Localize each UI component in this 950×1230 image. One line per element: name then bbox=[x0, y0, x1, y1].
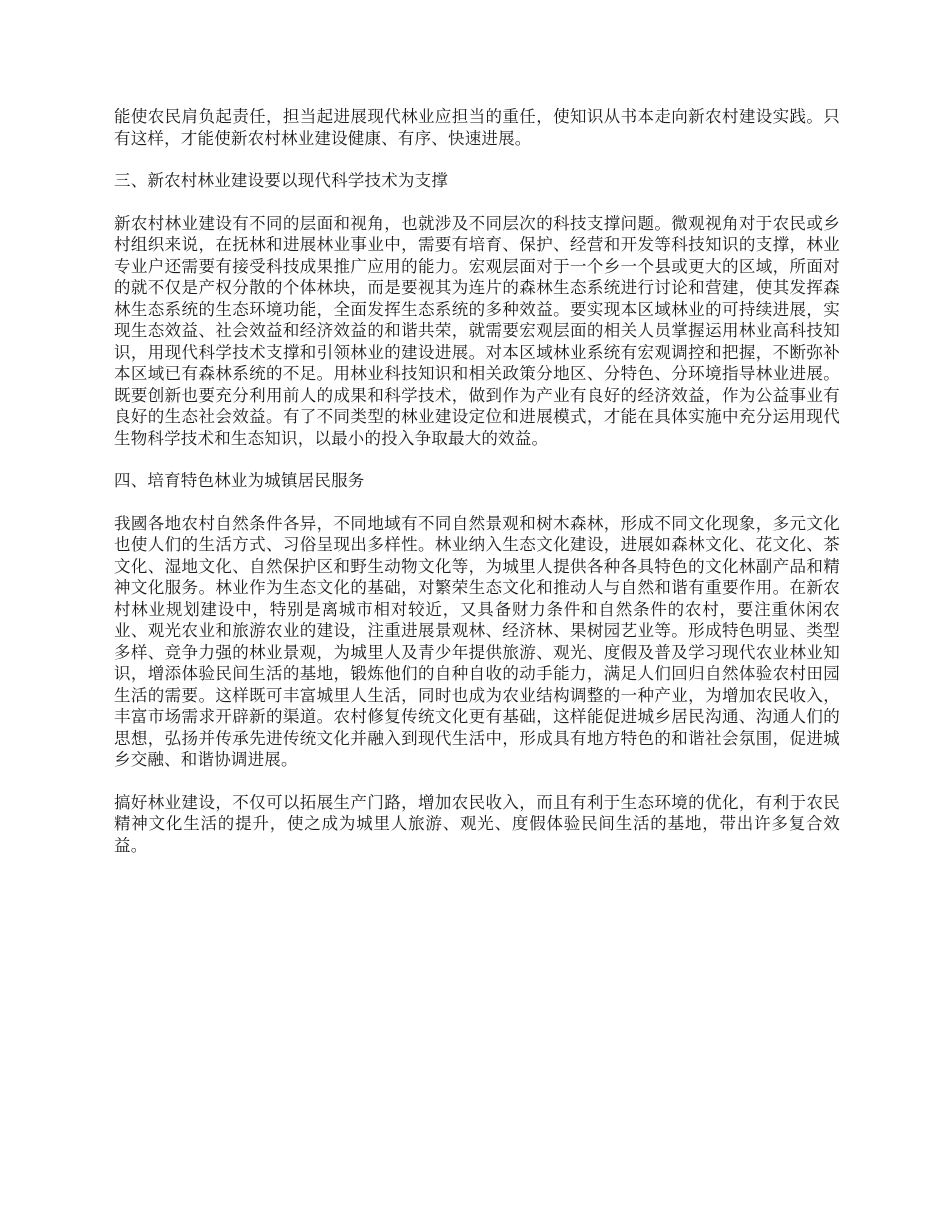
document-page bbox=[114, 106, 840, 877]
paragraph-conclusion: 搞好林业建设，不仅可以拓展生产门路，增加农民收入，而且有利于生态环境的优化，有利于农民精神文化生活的提升，使之成为城里人旅游、观光、度假体验民间生活的基地，带出许多复合效益。 bbox=[114, 792, 840, 855]
section-heading-3: 三、新农村林业建设要以现代科学技术为支撑 bbox=[114, 171, 448, 190]
paragraph-intro-continuation: 能使农民肩负起责任，担当起进展现代林业应担当的重任，使知识从书本走向新农村建设实践。只有这样，才能使新农村林业建设健康、有序、快速进展。 bbox=[114, 107, 840, 148]
section-heading-4: 四、培育特色林业为城镇居民服务 bbox=[114, 471, 365, 490]
paragraph-section-4: 我國各地农村自然条件各异，不同地域有不同自然景观和树木森林，形成不同文化现象，多元文化也使人们的生活方式、习俗呈现出多样性。林业纳入生态文化建设，进展如森林文化、花文化、茶文化、湿地文化、自然保护区和野生动物文化等，为城里人提供各种各具特色的文化林副产品和精神文化服务。林业作为生态文化的基础，对繁荣生态文化和推动人与自然和谐有重要作用。在新农村林业规划建设中，特别是离城市相对较近，又具备财力条件和自然条件的农村，要注重休闲农业、观光农业和旅游农业的建设，注重进展景观林、经济林、果树园艺业等。形成特色明显、类型多样、竞争力强的林业景观，为城里人及青少年提供旅游、观光、度假及普及学习现代农业林业知识，增添体验民间生活的基地，锻炼他们的自种自收的动手能力，满足人们回归自然体验农村田园生活的需要。这样既可丰富城里人生活，同时也成为农业结构调整的一种产业，为增加农民收入，丰富市场需求开辟新的渠道。农村修复传统文化更有基础，这样能促进城乡居民沟通、沟通人们的思想，弘扬并传承先进传统文化并融入到现代生活中，形成具有地方特色的和谐社会氛围，促进城乡交融、和谐协调进展。 bbox=[114, 513, 840, 769]
paragraph-section-3: 新农村林业建设有不同的层面和视角，也就涉及不同层次的科技支撑问题。微观视角对于农民或乡村组织来说，在抚林和进展林业事业中，需要有培育、保护、经营和开发等科技知识的支撑，林业专业户还需要有接受科技成果推广应用的能力。宏观层面对于一个乡一个县或更大的区域，所面对的就不仅是产权分散的个体林块，而是要视其为连片的森林生态系统进行讨论和营建，使其发挥森林生态系统的生态环境功能，全面发挥生态系统的多种效益。要实现本区域林业的可持续进展，实现生态效益、社会效益和经济效益的和谐共荣，就需要宏观层面的相关人员掌握运用林业高科技知识，用现代科学技术支撑和引领林业的建设进展。对本区域林业系统有宏观调控和把握，不断弥补本区域已有森林系统的不足。用林业科技知识和相关政策分地区、分特色、分环境指导林业进展。既要创新也要充分利用前人的成果和科学技术，做到作为产业有良好的经济效益，作为公益事业有良好的生态社会效益。有了不同类型的林业建设定位和进展模式，才能在具体实施中充分运用现代生物科学技术和生态知识，以最小的投入争取最大的效益。 bbox=[114, 213, 840, 448]
